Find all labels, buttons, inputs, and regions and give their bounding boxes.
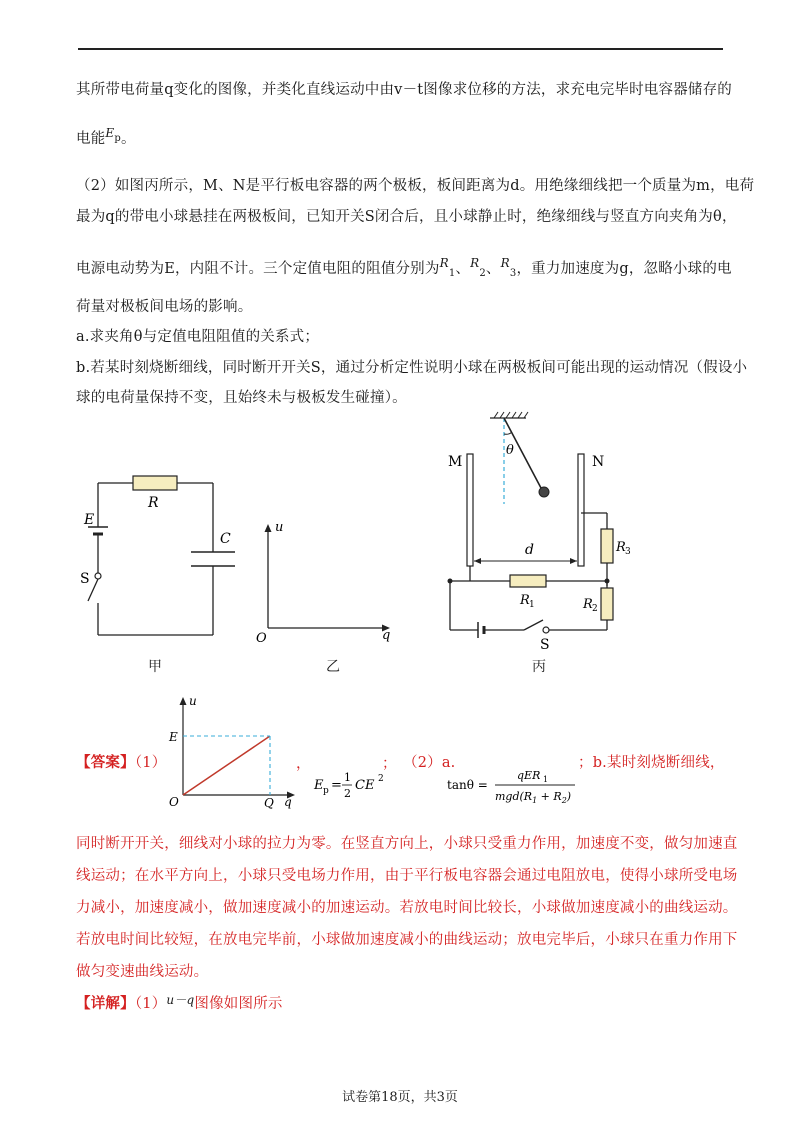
switch-contact — [95, 573, 101, 579]
answer-label-q-upper: Q — [264, 796, 274, 810]
y-axis-arrow — [265, 524, 272, 532]
switch-contact-bing — [543, 627, 549, 633]
detail-prefix: （1） — [134, 996, 167, 1012]
semi-2-text: ； — [578, 755, 593, 771]
label-theta: θ — [506, 443, 514, 458]
label-r: R — [148, 495, 159, 511]
r3-symbol: R — [500, 256, 510, 270]
detail-line — [76, 991, 283, 1013]
comma-text: ， — [296, 756, 311, 772]
detail-suffix: 图像如图所示 — [194, 996, 283, 1012]
detail-tag: 【详解】 — [76, 995, 135, 1012]
answer-comma — [296, 752, 311, 773]
answer-semi-1 — [382, 752, 397, 773]
r1-subscript: 1 — [448, 268, 456, 279]
part2-line-2 — [76, 205, 737, 226]
label-d: d — [525, 542, 534, 558]
part2-text-1: （2）如图丙所示，M、N是平行板电容器的两个极板，板间距离为d。用绝缘细线把一个质量为m，电荷 — [76, 178, 755, 194]
caption-yi: 乙 — [326, 659, 340, 675]
r2-subscript: 2 — [479, 268, 486, 279]
answer-body-3 — [76, 896, 738, 917]
label-s-bing: S — [540, 637, 550, 653]
part2-text-2: 最为q的带电小球悬挂在两极板间，已知开关S闭合后，且小球静止时，绝缘细线与竖直方向夹角为θ， — [76, 209, 737, 225]
axis-label-q: q — [382, 628, 391, 643]
answer-line-1 — [76, 751, 166, 772]
ep-subscript: p — [114, 133, 121, 144]
answer-label-u: u — [189, 694, 197, 708]
answer-body-text-4: 若放电时间比较短，在放电完毕前，小球做加速度减小的曲线运动；放电完毕后，小球只在重力作用下 — [76, 932, 738, 948]
part2-line-4 — [76, 295, 252, 316]
intro-line-2 — [76, 126, 136, 148]
caption-bing: 丙 — [532, 659, 546, 675]
ep-formula — [312, 765, 392, 805]
dimension-arrow-right — [570, 558, 577, 564]
part-2a-text: （2）a. — [403, 755, 456, 771]
dimension-arrow-left — [474, 558, 481, 564]
origin-label: O — [256, 631, 267, 646]
answer-label-e: E — [169, 730, 178, 744]
label-r2-sub: 2 — [592, 604, 598, 614]
ep-num: 1 — [344, 771, 351, 784]
figure-jia-circuit — [80, 465, 250, 645]
tan-num-sub: 1 — [543, 775, 549, 784]
footer-text: 试卷第18页，共3页 — [342, 1090, 458, 1105]
answer-label-q: q — [284, 795, 292, 809]
question-a-text: a.求夹角θ与定值电阻阻值的关系式； — [76, 329, 320, 345]
intro-line-1 — [76, 78, 732, 99]
label-n: N — [592, 454, 605, 470]
answer-graph-line — [183, 736, 270, 795]
axis-label-u: u — [275, 520, 284, 535]
resistor-r2 — [601, 588, 613, 620]
r2-symbol: R — [470, 256, 480, 270]
answer-part-1: （1） — [134, 755, 167, 771]
tan-formula — [445, 765, 585, 807]
switch-blade-bing — [524, 620, 543, 630]
question-b-line-2 — [76, 386, 407, 407]
part2-text-3a: 电源电动势为E，内阻不计。三个定值电阻的阻值分别为 — [76, 261, 440, 277]
ep-equals: = — [331, 778, 342, 793]
answer-body-1 — [76, 832, 738, 853]
header-rule — [78, 48, 723, 50]
ep-symbol: E — [105, 126, 115, 140]
detail-symbol: u－q — [166, 993, 195, 1007]
label-r1: R — [520, 593, 530, 608]
ep-squared: 2 — [378, 774, 384, 784]
ep-den: 2 — [344, 787, 351, 800]
label-r1-sub: 1 — [529, 600, 535, 610]
part2-text-4: 荷量对极板间电场的影响。 — [76, 299, 253, 315]
question-b-line-1 — [76, 356, 747, 377]
question-a — [76, 325, 319, 346]
answer-y-arrow — [180, 697, 187, 705]
semi-text: ； — [382, 756, 397, 772]
label-c: C — [220, 531, 231, 547]
intro-suffix: 。 — [120, 131, 136, 147]
plate-n — [578, 454, 584, 566]
label-e: E — [84, 512, 95, 528]
answer-body-text-5: 做匀变速曲线运动。 — [76, 964, 209, 980]
plate-m — [467, 454, 473, 566]
answer-body-5 — [76, 960, 208, 981]
tan-denominator: $mgd(R_1 + R_2)$ — [495, 790, 572, 805]
answer-body-text-1: 同时断开开关，细线对小球的拉力为零。在竖直方向上，小球只受重力作用，加速度不变，做匀加速直 — [76, 836, 738, 852]
figure-bing-circuit — [440, 408, 631, 653]
ep-e: E — [314, 778, 324, 793]
label-r2: R — [583, 597, 593, 612]
answer-label-o: O — [169, 795, 179, 809]
resistor-r — [133, 476, 177, 490]
caption-jia: 甲 — [148, 659, 162, 675]
label-m: M — [448, 454, 463, 470]
r3-subscript: 3 — [509, 268, 517, 279]
tan-lhs: tanθ = — [447, 778, 488, 792]
resistor-r3 — [601, 529, 613, 563]
tan-numerator: qER — [517, 769, 541, 782]
ep-ce: CE — [355, 778, 375, 793]
answer-tag: 【答案】 — [76, 754, 135, 771]
figure-yi-axes — [248, 515, 398, 645]
answer-body-4 — [76, 928, 738, 949]
answer-body-text-2: 线运动；在水平方向上，小球只受电场力作用，由于平行板电容器会通过电阻放电，使得小球所受电场 — [76, 868, 738, 884]
intro-text-2: 电能 — [76, 131, 106, 147]
question-b-text-2: 球的电荷量保持不变，且始终未与极板发生碰撞）。 — [76, 390, 407, 406]
label-r3: R — [616, 540, 626, 555]
answer-body-text-3: 力减小，加速度减小，做加速度减小的加速运动。若放电时间比较长，小球做加速度减小的曲线运动。 — [76, 900, 738, 916]
sep-1: 、 — [455, 261, 471, 277]
part2-text-3b: ，重力加速度为g，忽略小球的电 — [516, 261, 732, 277]
ball — [539, 487, 549, 497]
part2-line-3 — [76, 256, 732, 279]
page-footer — [0, 1086, 800, 1105]
intro-text-1: 其所带电荷量q变化的图像，并类化直线运动中由v－t图像求位移的方法，求充电完毕时电容器储存的 — [76, 82, 732, 98]
answer-body-2 — [76, 864, 738, 885]
ep-p: p — [323, 786, 329, 796]
part2-line-1 — [76, 174, 754, 195]
question-b-text-1: b.若某时刻烧断细线，同时断开开关S，通过分析定性说明小球在两极板间可能出现的运动情况（假设小 — [76, 360, 748, 376]
label-s: S — [80, 571, 90, 587]
b-start-text: b.某时刻烧断细线， — [592, 755, 725, 771]
r1-symbol: R — [439, 256, 449, 270]
answer-uq-graph — [163, 690, 303, 815]
resistor-r1 — [510, 575, 546, 587]
ceiling-hatch — [494, 412, 528, 418]
label-r3-sub: 3 — [625, 547, 631, 557]
sep-2: 、 — [485, 261, 501, 277]
answer-b-start — [578, 751, 725, 772]
